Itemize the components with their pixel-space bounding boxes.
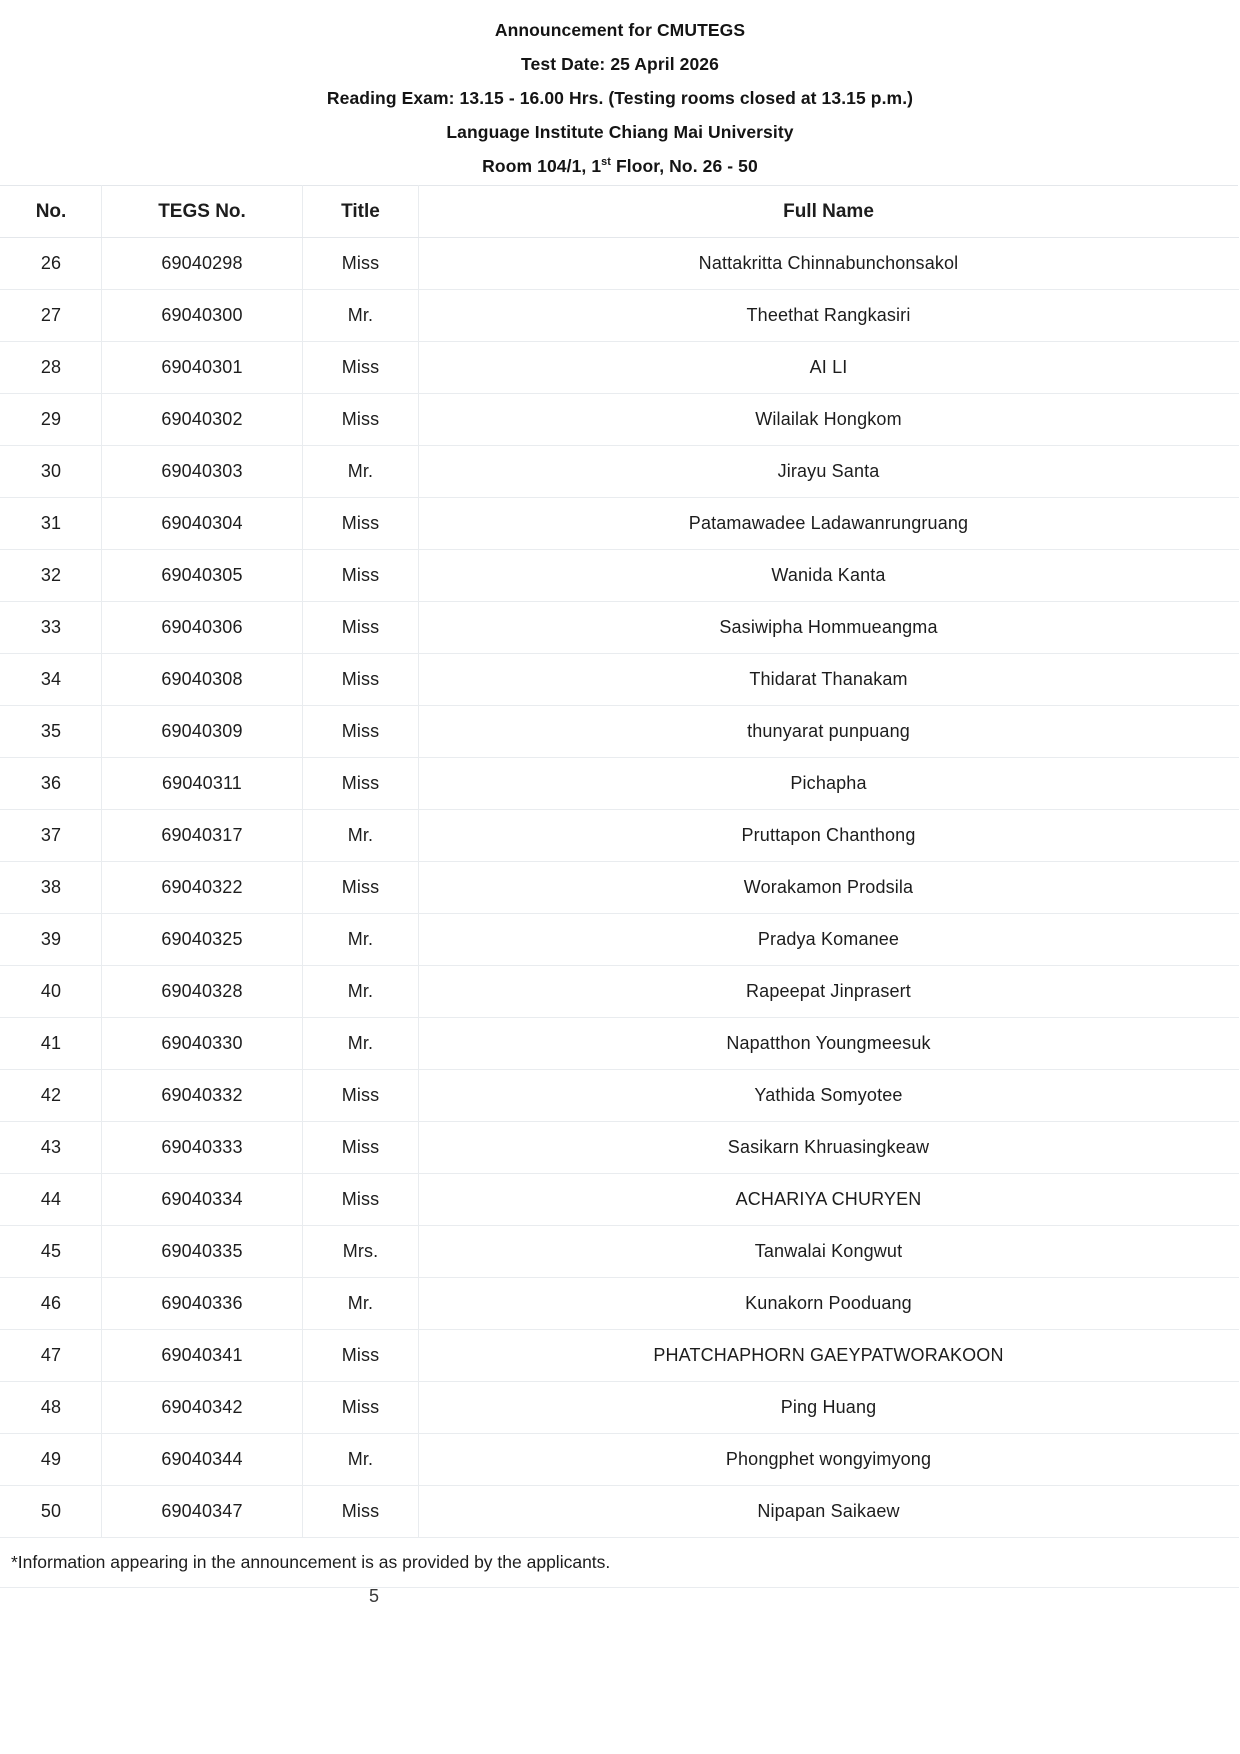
cell-tegs-no: 69040304 [102, 498, 303, 550]
cell-full-name: thunyarat punpuang [419, 706, 1239, 758]
cell-full-name: Ping Huang [419, 1382, 1239, 1434]
cell-no: 38 [1, 862, 102, 914]
cell-tegs-no: 69040303 [102, 446, 303, 498]
cell-tegs-no: 69040309 [102, 706, 303, 758]
cell-no: 42 [1, 1070, 102, 1122]
cell-title: Miss [303, 602, 419, 654]
cell-title: Mr. [303, 966, 419, 1018]
cell-title: Miss [303, 654, 419, 706]
column-header-no: No. [1, 186, 102, 238]
cell-no: 27 [1, 290, 102, 342]
cell-full-name: Pradya Komanee [419, 914, 1239, 966]
cell-full-name: Napatthon Youngmeesuk [419, 1018, 1239, 1070]
candidate-roster-table [0, 185, 1239, 1588]
cell-no: 50 [1, 1486, 102, 1538]
table-row [1, 758, 1239, 810]
cell-title: Miss [303, 1122, 419, 1174]
heading-line-room [0, 149, 1240, 183]
cell-tegs-no: 69040311 [102, 758, 303, 810]
cell-tegs-no: 69040342 [102, 1382, 303, 1434]
cell-title: Miss [303, 706, 419, 758]
cell-no: 31 [1, 498, 102, 550]
table-row [1, 446, 1239, 498]
table-row [1, 498, 1239, 550]
cell-title: Miss [303, 1486, 419, 1538]
cell-title: Mrs. [303, 1226, 419, 1278]
table-row [1, 966, 1239, 1018]
cell-no: 46 [1, 1278, 102, 1330]
cell-no: 39 [1, 914, 102, 966]
cell-tegs-no: 69040302 [102, 394, 303, 446]
cell-title: Mr. [303, 290, 419, 342]
cell-tegs-no: 69040301 [102, 342, 303, 394]
table-header [1, 186, 1239, 238]
announcement-note: *Information appearing in the announcement is as provided by the applicants. [1, 1538, 1239, 1588]
table-row [1, 1330, 1239, 1382]
cell-title: Mr. [303, 1278, 419, 1330]
table-row [1, 706, 1239, 758]
cell-full-name: ACHARIYA CHURYEN [419, 1174, 1239, 1226]
cell-tegs-no: 69040325 [102, 914, 303, 966]
cell-tegs-no: 69040332 [102, 1070, 303, 1122]
announcement-heading [0, 0, 1240, 183]
cell-tegs-no: 69040335 [102, 1226, 303, 1278]
table-row [1, 290, 1239, 342]
table-row [1, 238, 1239, 290]
cell-tegs-no: 69040298 [102, 238, 303, 290]
table-row [1, 914, 1239, 966]
table-row [1, 1278, 1239, 1330]
cell-full-name: Phongphet wongyimyong [419, 1434, 1239, 1486]
cell-full-name: Jirayu Santa [419, 446, 1239, 498]
cell-no: 44 [1, 1174, 102, 1226]
cell-full-name: Yathida Somyotee [419, 1070, 1239, 1122]
table-row [1, 1434, 1239, 1486]
table-row [1, 1486, 1239, 1538]
cell-full-name: Pruttapon Chanthong [419, 810, 1239, 862]
cell-no: 36 [1, 758, 102, 810]
cell-title: Miss [303, 1330, 419, 1382]
cell-no: 35 [1, 706, 102, 758]
cell-title: Mr. [303, 1434, 419, 1486]
cell-tegs-no: 69040347 [102, 1486, 303, 1538]
table-row [1, 1382, 1239, 1434]
table-body [1, 238, 1239, 1538]
table-row [1, 550, 1239, 602]
table-row [1, 810, 1239, 862]
cell-no: 43 [1, 1122, 102, 1174]
cell-tegs-no: 69040322 [102, 862, 303, 914]
cell-title: Mr. [303, 1018, 419, 1070]
cell-no: 32 [1, 550, 102, 602]
cell-full-name: Pichapha [419, 758, 1239, 810]
table-row [1, 1018, 1239, 1070]
cell-title: Miss [303, 550, 419, 602]
table-row [1, 862, 1239, 914]
cell-tegs-no: 69040305 [102, 550, 303, 602]
cell-full-name: Thidarat Thanakam [419, 654, 1239, 706]
cell-title: Miss [303, 758, 419, 810]
cell-title: Mr. [303, 810, 419, 862]
cell-tegs-no: 69040308 [102, 654, 303, 706]
table-row [1, 1226, 1239, 1278]
cell-title: Miss [303, 1174, 419, 1226]
room-prefix: Room 104/1, 1 [482, 156, 602, 176]
room-suffix: Floor, No. 26 - 50 [611, 156, 758, 176]
cell-tegs-no: 69040333 [102, 1122, 303, 1174]
cell-title: Miss [303, 1070, 419, 1122]
cell-full-name: Kunakorn Pooduang [419, 1278, 1239, 1330]
table-row [1, 1122, 1239, 1174]
cell-full-name: Tanwalai Kongwut [419, 1226, 1239, 1278]
heading-line-exam-time: Reading Exam: 13.15 - 16.00 Hrs. (Testing rooms closed at 13.15 p.m.) [326, 88, 914, 108]
cell-no: 26 [1, 238, 102, 290]
cell-full-name: Patamawadee Ladawanrungruang [419, 498, 1239, 550]
cell-no: 45 [1, 1226, 102, 1278]
cell-tegs-no: 69040344 [102, 1434, 303, 1486]
cell-no: 33 [1, 602, 102, 654]
clipped-next-row [0, 1586, 1238, 1606]
cell-no: 29 [1, 394, 102, 446]
cell-no: 48 [1, 1382, 102, 1434]
cell-tegs-no: 69040336 [102, 1278, 303, 1330]
table-header-row [1, 186, 1239, 238]
cell-full-name: Rapeepat Jinprasert [419, 966, 1239, 1018]
cell-tegs-no: 69040341 [102, 1330, 303, 1382]
cell-title: Mr. [303, 446, 419, 498]
cell-no: 40 [1, 966, 102, 1018]
cell-no: 47 [1, 1330, 102, 1382]
column-header-full-name: Full Name [419, 186, 1239, 238]
cell-no: 49 [1, 1434, 102, 1486]
cell-full-name: Worakamon Prodsila [419, 862, 1239, 914]
table-row [1, 1174, 1239, 1226]
cell-title: Miss [303, 1382, 419, 1434]
clipped-glyph: 5 [369, 1586, 380, 1606]
cell-no: 41 [1, 1018, 102, 1070]
cell-full-name: Sasikarn Khruasingkeaw [419, 1122, 1239, 1174]
heading-line-title: Announcement for CMUTEGS [494, 20, 746, 40]
cell-tegs-no: 69040317 [102, 810, 303, 862]
cell-tegs-no: 69040306 [102, 602, 303, 654]
cell-full-name: Wanida Kanta [419, 550, 1239, 602]
note-row [1, 1538, 1239, 1588]
cell-tegs-no: 69040334 [102, 1174, 303, 1226]
cell-tegs-no: 69040300 [102, 290, 303, 342]
cell-full-name: AI LI [419, 342, 1239, 394]
cell-tegs-no: 69040328 [102, 966, 303, 1018]
table-footer [1, 1538, 1239, 1588]
cell-title: Miss [303, 342, 419, 394]
cell-full-name: Nipapan Saikaew [419, 1486, 1239, 1538]
table-row [1, 654, 1239, 706]
column-header-title: Title [303, 186, 419, 238]
cell-no: 30 [1, 446, 102, 498]
cell-title: Miss [303, 238, 419, 290]
cell-title: Miss [303, 862, 419, 914]
cell-title: Mr. [303, 914, 419, 966]
cell-full-name: Wilailak Hongkom [419, 394, 1239, 446]
room-ordinal-suffix: st [601, 156, 612, 169]
table-row [1, 394, 1239, 446]
table-row [1, 602, 1239, 654]
column-header-tegs-no: TEGS No. [102, 186, 303, 238]
cell-full-name: Nattakritta Chinnabunchonsakol [419, 238, 1239, 290]
cell-full-name: Theethat Rangkasiri [419, 290, 1239, 342]
table-row [1, 1070, 1239, 1122]
cell-full-name: PHATCHAPHORN GAEYPATWORAKOON [419, 1330, 1239, 1382]
table-row [1, 342, 1239, 394]
cell-tegs-no: 69040330 [102, 1018, 303, 1070]
cell-no: 34 [1, 654, 102, 706]
heading-line-institute: Language Institute Chiang Mai University [446, 122, 794, 142]
cell-title: Miss [303, 498, 419, 550]
cell-full-name: Sasiwipha Hommueangma [419, 602, 1239, 654]
cell-no: 28 [1, 342, 102, 394]
cell-title: Miss [303, 394, 419, 446]
cell-no: 37 [1, 810, 102, 862]
heading-line-test-date: Test Date: 25 April 2026 [521, 54, 719, 74]
